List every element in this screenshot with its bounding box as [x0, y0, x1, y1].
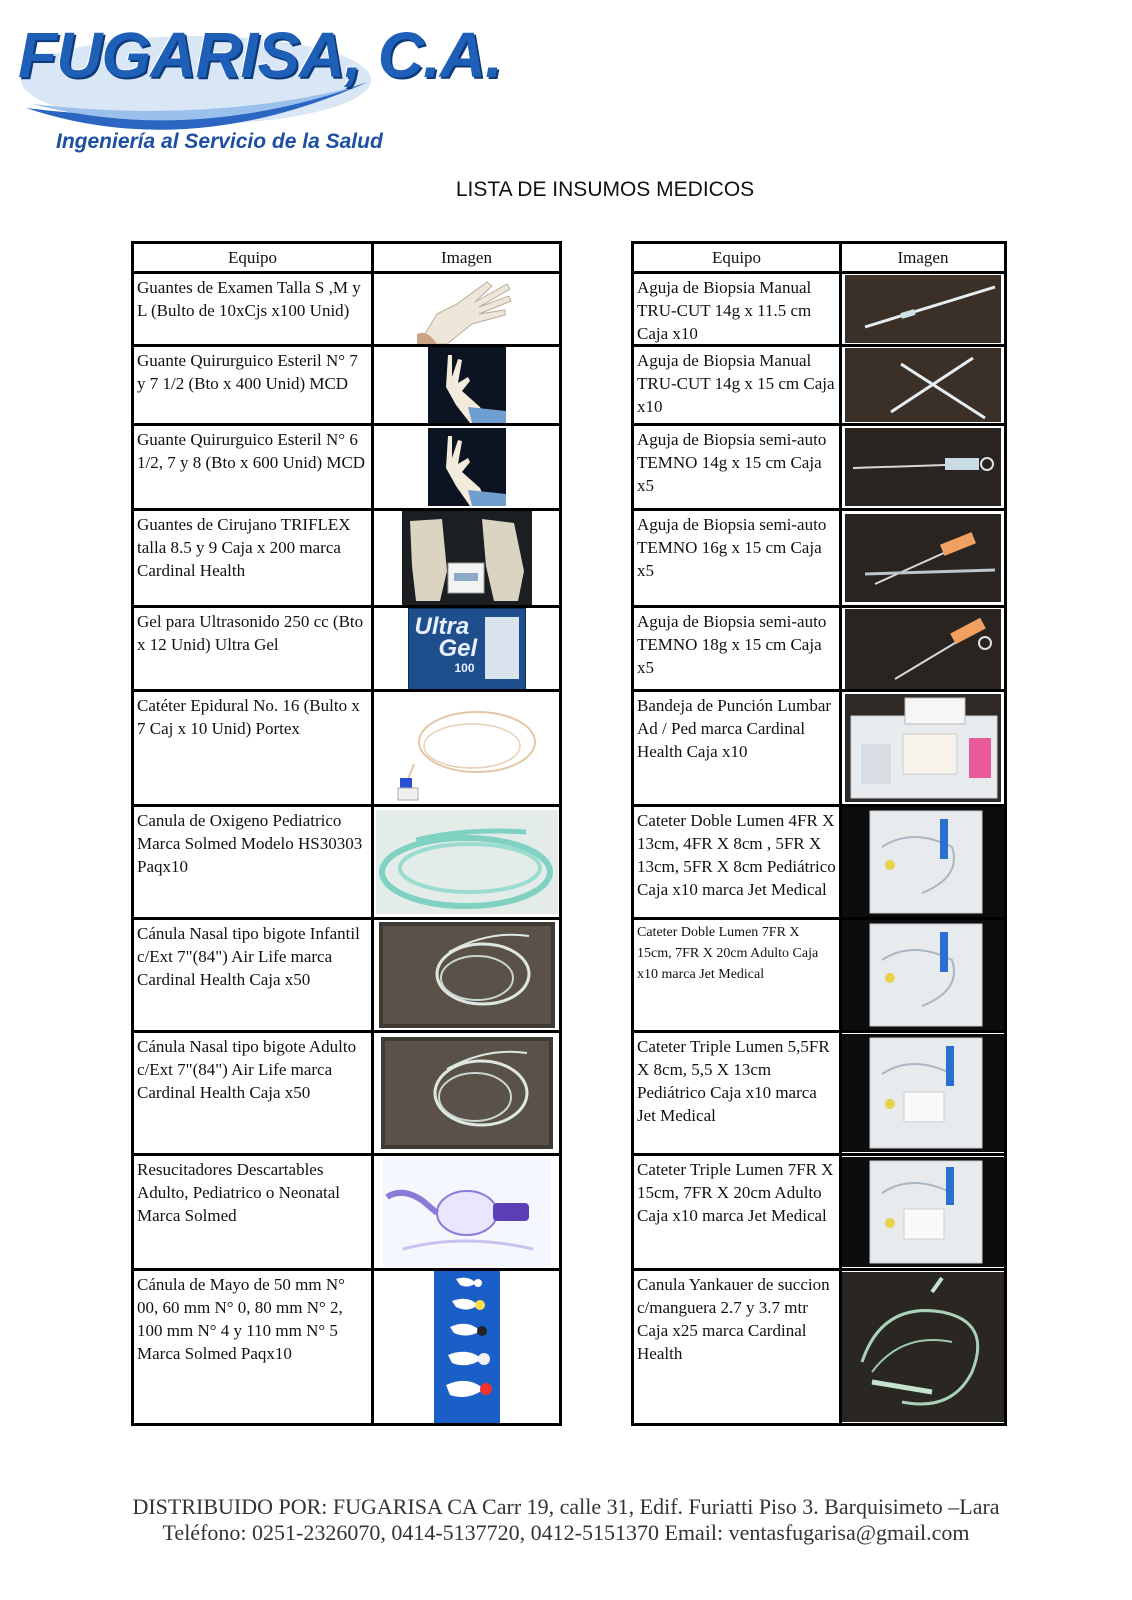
table-row	[134, 804, 559, 917]
item-description: Guantes de Cirujano TRIFLEX talla 8.5 y 9 Caja x 200 marca Cardinal Health	[137, 515, 351, 580]
item-description: Guantes de Examen Talla S ,M y L (Bulto de 10xCjs x100 Unid)	[137, 278, 361, 320]
item-description: Cateter Triple Lumen 7FR X 15cm, 7FR X 20cm Adulto Caja x10 marca Jet Medical	[637, 1160, 834, 1225]
table-row	[134, 508, 559, 605]
table-row	[134, 344, 559, 423]
table-row	[634, 605, 1004, 689]
surgical-glove-photo-icon	[428, 347, 506, 423]
ultra-gel-photo-icon	[408, 608, 526, 690]
catheter-kit-photo-icon	[842, 807, 1004, 917]
item-description: Cateter Doble Lumen 7FR X 15cm, 7FR X 20cm Adulto Caja x10 marca Jet Medical	[637, 925, 819, 982]
table-header-row	[634, 244, 1004, 271]
table-row	[634, 344, 1004, 423]
item-description: Bandeja de Punción Lumbar Ad / Ped marca Cardinal Health Caja x10	[637, 696, 832, 761]
biopsy-needle-photo-icon	[845, 275, 1001, 343]
item-description: Cánula Nasal tipo bigote Adulto c/Ext 7"(84") Air Life marca Cardinal Health Caja x50	[137, 1037, 357, 1102]
item-description: Cateter Triple Lumen 5,5FR X 8cm, 5,5 X 13cm Pediátrico Caja x10 marca Jet Medical	[637, 1037, 830, 1125]
logo-tagline: Ingeniería al Servicio de la Salud	[56, 130, 383, 153]
footer-address: DISTRIBUIDO POR: FUGARISA CA Carr 19, calle 31, Edif. Furiatti Piso 3. Barquisimeto –Lara	[132, 1494, 1000, 1519]
oxygen-cannula-photo-icon	[376, 810, 558, 914]
table-row	[134, 917, 559, 1030]
footer	[0, 1494, 1132, 1546]
page-title: LISTA DE INSUMOS MEDICOS	[455, 178, 755, 201]
header-equipo: Equipo	[711, 248, 762, 267]
item-description: Canula Yankauer de succion c/manguera 2.7 y 3.7 mtr Caja x25 marca Cardinal Health	[637, 1275, 830, 1363]
company-logo	[18, 12, 502, 157]
item-description: Cánula de Mayo de 50 mm N° 00, 60 mm N° 0, 80 mm N° 2, 100 mm N° 4 y 110 mm N° 5 Marca Solmed Paqx10	[137, 1275, 345, 1363]
item-description: Canula de Oxigeno Pediatrico Marca Solmed Modelo HS30303 Paqx10	[137, 811, 363, 876]
footer-contact: Teléfono: 0251-2326070, 0414-5137720, 0412-5151370 Email: ventasfugarisa@gmail.com	[162, 1520, 970, 1545]
table-row	[634, 1153, 1004, 1268]
item-description: Resucitadores Descartables Adulto, Pediatrico o Neonatal Marca Solmed	[137, 1160, 341, 1225]
semi-auto-needle-photo-icon	[845, 609, 1001, 689]
yankauer-photo-icon	[842, 1272, 1004, 1422]
table-row	[634, 271, 1004, 344]
right-product-table	[631, 241, 1007, 1426]
table-row	[634, 508, 1004, 605]
left-product-table	[131, 241, 562, 1426]
item-description: Aguja de Biopsia semi-auto TEMNO 16g x 15 cm Caja x5	[637, 515, 827, 580]
header-imagen: Imagen	[839, 244, 1004, 271]
gel-label-top: Ultra	[414, 612, 470, 640]
semi-auto-needle-photo-icon	[845, 514, 1001, 602]
item-description: Guante Quirurguico Esteril N° 6 1/2, 7 y 8 (Bto x 600 Unid) MCD	[137, 430, 366, 472]
item-description: Aguja de Biopsia Manual TRU-CUT 14g x 15 cm Caja x10	[637, 351, 835, 416]
mayo-cannula-photo-icon	[434, 1271, 500, 1423]
table-row	[634, 917, 1004, 1030]
item-description: Aguja de Biopsia semi-auto TEMNO 14g x 15 cm Caja x5	[637, 430, 827, 495]
semi-auto-needle-photo-icon	[845, 428, 1001, 506]
catheter-kit-photo-icon	[842, 1034, 1004, 1152]
glove-photo-icon	[417, 274, 517, 344]
gel-label-number: 100	[454, 660, 475, 675]
header-imagen: Imagen	[371, 244, 559, 271]
item-description: Aguja de Biopsia Manual TRU-CUT 14g x 11.5 cm Caja x10	[637, 278, 812, 343]
resuscitator-photo-icon	[383, 1157, 551, 1267]
table-row	[134, 605, 559, 689]
item-description: Guante Quirurguico Esteril N° 7 y 7 1/2 (Bto x 400 Unid) MCD	[137, 351, 358, 393]
table-row	[634, 423, 1004, 508]
table-row	[134, 271, 559, 344]
item-description: Catéter Epidural No. 16 (Bulto x 7 Caj x 10 Unid) Portex	[137, 696, 360, 738]
gel-label-bottom: Gel	[438, 634, 478, 662]
epidural-catheter-photo-icon	[392, 694, 542, 802]
item-description: Cánula Nasal tipo bigote Infantil c/Ext 7"(84") Air Life marca Cardinal Health Caja x50	[137, 924, 360, 989]
table-row	[134, 1153, 559, 1268]
lumbar-tray-photo-icon	[845, 694, 1001, 802]
biopsy-needle-photo-icon	[845, 348, 1001, 422]
table-row	[134, 1268, 559, 1423]
table-row	[134, 1030, 559, 1153]
triflex-gloves-photo-icon	[402, 511, 532, 605]
item-description: Cateter Doble Lumen 4FR X 13cm, 4FR X 8cm , 5FR X 13cm, 5FR X 8cm Pediátrico Caja x10 marca Jet Medical	[637, 811, 836, 899]
header-equipo: Equipo	[227, 248, 278, 267]
logo-brand: FUGARISA, C.A.	[18, 19, 502, 91]
table-row	[634, 689, 1004, 804]
table-row	[634, 1030, 1004, 1153]
table-row	[134, 423, 559, 508]
table-header-row	[134, 244, 559, 271]
table-row	[134, 689, 559, 804]
catheter-kit-photo-icon	[842, 1157, 1004, 1267]
table-row	[634, 804, 1004, 917]
table-row	[634, 1268, 1004, 1423]
nasal-cannula-photo-icon	[379, 922, 555, 1028]
nasal-cannula-photo-icon	[381, 1037, 553, 1149]
item-description: Aguja de Biopsia semi-auto TEMNO 18g x 15 cm Caja x5	[637, 612, 827, 677]
surgical-glove-photo-icon	[428, 428, 506, 506]
catheter-kit-photo-icon	[842, 920, 1004, 1030]
item-description: Gel para Ultrasonido 250 cc (Bto x 12 Unid) Ultra Gel	[137, 612, 364, 654]
